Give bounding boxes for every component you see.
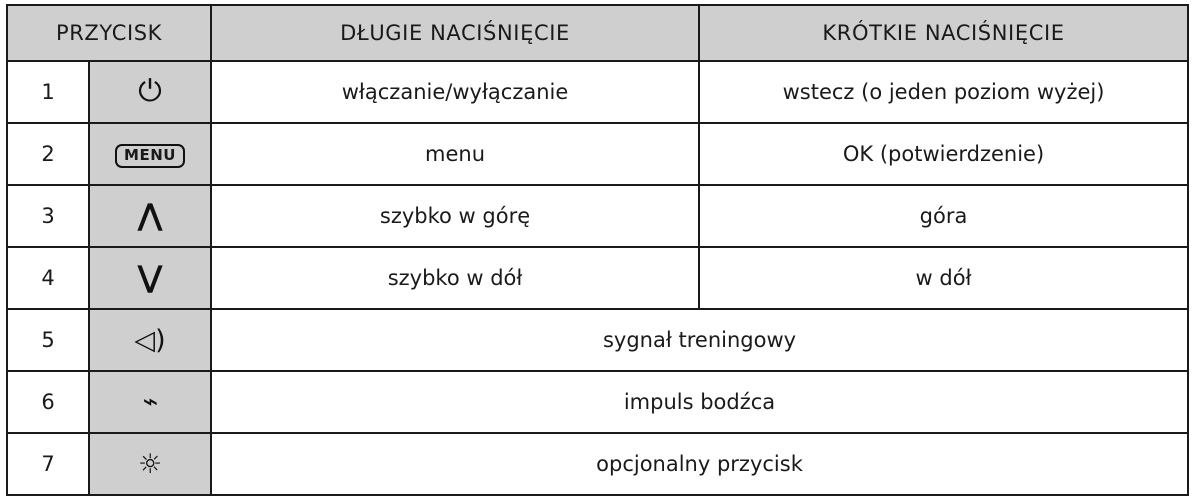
short-press-text: w dół	[915, 266, 972, 290]
button-function-table	[6, 4, 1189, 496]
header-button: PRZYCISK	[7, 5, 211, 61]
short-press-action	[699, 185, 1188, 247]
combined-action	[211, 433, 1188, 495]
table-row	[7, 123, 1188, 185]
row-number: 6	[7, 371, 89, 433]
combined-action	[211, 371, 1188, 433]
long-press-action	[211, 185, 699, 247]
pulse-icon	[89, 371, 211, 433]
table-header-row	[7, 5, 1188, 61]
brightness-icon	[89, 433, 211, 495]
row-number: 1	[7, 61, 89, 123]
pulse-icon-glyph: ⌁	[142, 387, 158, 417]
row-number: 3	[7, 185, 89, 247]
arrow-up-icon	[89, 185, 211, 247]
power-icon	[89, 61, 211, 123]
header-long-press: DŁUGIE NACIŚNIĘCIE	[211, 5, 699, 61]
combined-action-text: impuls bodźca	[623, 390, 776, 414]
long-press-text: szybko w dół	[387, 266, 523, 290]
short-press-action	[699, 123, 1188, 185]
header-short-press: KRÓTKIE NACIŚNIĘCIE	[699, 5, 1188, 61]
table-row	[7, 433, 1188, 495]
long-press-text: menu	[425, 142, 486, 166]
row-number: 5	[7, 309, 89, 371]
arrow-down-icon-glyph: ⋁	[137, 260, 163, 295]
long-press-action	[211, 247, 699, 309]
short-press-text: góra	[919, 204, 968, 228]
arrow-up-icon-glyph: ⋀	[137, 198, 163, 233]
combined-action-text: sygnał treningowy	[602, 328, 797, 352]
menu-button-icon	[89, 123, 211, 185]
short-press-action	[699, 61, 1188, 123]
row-number: 2	[7, 123, 89, 185]
table-row	[7, 61, 1188, 123]
table-row	[7, 185, 1188, 247]
combined-action-text: opcjonalny przycisk	[596, 452, 803, 476]
long-press-text: włączanie/wyłączanie	[341, 80, 569, 104]
short-press-text: OK (potwierdzenie)	[842, 142, 1045, 166]
brightness-icon-glyph: ☼	[137, 448, 163, 480]
table-row	[7, 309, 1188, 371]
short-press-action	[699, 247, 1188, 309]
row-number: 7	[7, 433, 89, 495]
row-number: 4	[7, 247, 89, 309]
short-press-text: wstecz (o jeden poziom wyżej)	[782, 80, 1105, 104]
power-icon-glyph: ⏻	[138, 74, 162, 109]
long-press-action	[211, 61, 699, 123]
arrow-down-icon	[89, 247, 211, 309]
table-row	[7, 247, 1188, 309]
speaker-icon-glyph: ◁)	[134, 324, 166, 356]
menu-button-icon-label: MENU	[115, 144, 185, 168]
long-press-action	[211, 123, 699, 185]
table-row	[7, 371, 1188, 433]
long-press-text: szybko w górę	[379, 204, 531, 228]
combined-action	[211, 309, 1188, 371]
speaker-icon	[89, 309, 211, 371]
